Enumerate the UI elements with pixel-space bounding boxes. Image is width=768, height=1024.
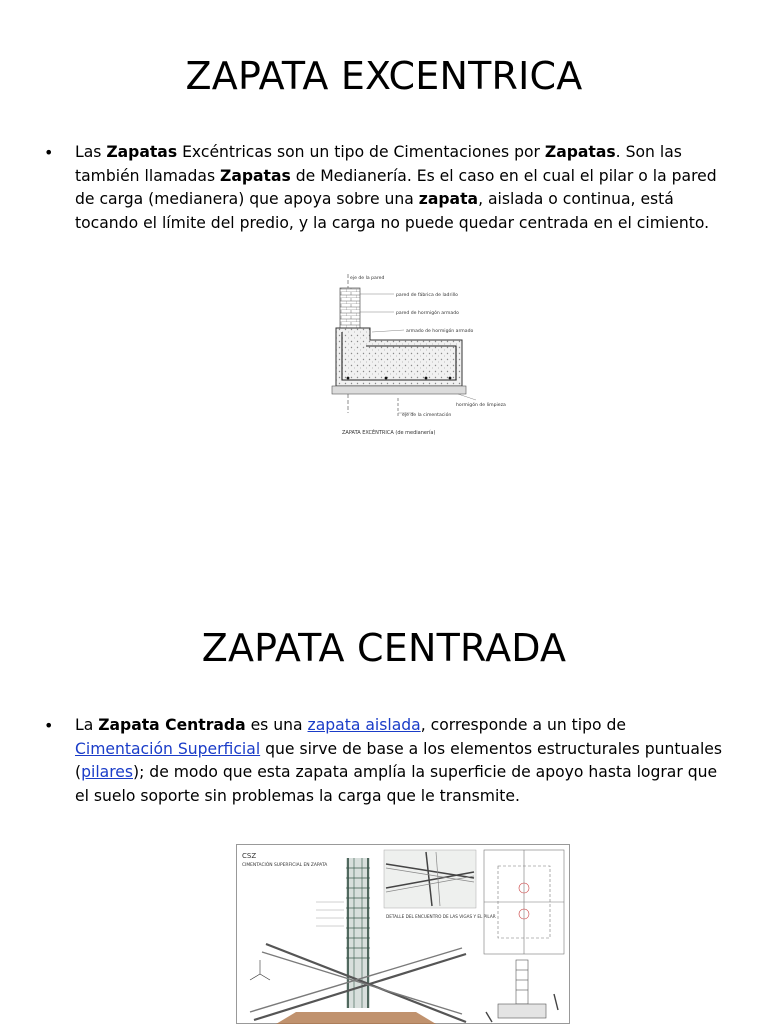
text-run: que sirve de base a los elementos estructurales puntuales ( <box>75 739 722 781</box>
rebar-dot <box>347 377 350 380</box>
bullet-centrada <box>44 714 724 808</box>
bold-run: Zapatas <box>106 143 178 161</box>
label-eje-pared: eje de la pared <box>350 276 385 281</box>
text-run: , corresponde a un tipo de <box>420 716 627 734</box>
section-title-excentrica: ZAPATA EXCENTRICA <box>185 54 583 98</box>
bullet-excentrica <box>44 141 724 235</box>
bullet-text <box>75 714 724 808</box>
bullet-dot: • <box>44 716 54 735</box>
bold-run: zapata <box>418 190 479 208</box>
text-run: ); de modo que esta zapata amplía la superficie de apoyo hasta lograr que el suelo soporte sin problemas la carga que le transmite. <box>75 763 718 805</box>
lean-concrete-layer <box>332 386 466 394</box>
label-eje-cimentacion: eje de la cimentación <box>402 413 452 418</box>
bullet-dot: • <box>44 143 54 162</box>
label-armado: armado de hormigón armado <box>406 329 474 334</box>
drawing-subtitle: CIMENTACIÓN SUPERFICIAL EN ZAPATA <box>242 863 328 868</box>
text-run: de Medianería. Es el caso en el cual el pilar o la pared de carga (medianera) que apoya sobre una <box>75 166 717 208</box>
link-zapata-aislada[interactable]: zapata aislada <box>307 716 421 734</box>
bold-run: Zapatas <box>220 166 291 185</box>
drawing-code: CSZ <box>242 852 257 860</box>
label-pared-ladrillo: pared de fábrica de ladrillo <box>396 293 458 298</box>
link-cimentacion-superficial[interactable]: Cimentación Superficial <box>75 739 261 758</box>
footing-base <box>276 1012 436 1024</box>
zapata-excentrica-diagram <box>326 268 516 444</box>
text-run: Excéntricas son un tipo de Cimentaciones por <box>177 143 545 161</box>
link-pilares[interactable]: pilares <box>81 763 133 781</box>
figure-caption-excentrica: ZAPATA EXCÉNTRICA (de medianería) <box>342 430 436 436</box>
rebar-dot <box>449 377 452 380</box>
footing-section <box>336 328 462 386</box>
brick-wall <box>340 288 360 328</box>
label-limpieza: hormigón de limpieza <box>456 403 506 408</box>
rebar-dot <box>425 377 428 380</box>
detail-beam-pillar <box>384 850 476 908</box>
zapata-centrada-drawing <box>236 844 570 1024</box>
bullet-text <box>75 141 724 235</box>
rebar-dot <box>385 377 388 380</box>
text-run: , aislada o continua, está tocando el límite del predio, y la carga no puede quedar centrada en el cimiento. <box>75 190 710 232</box>
bold-run: Zapata Centrada <box>98 716 246 734</box>
text-run: Las <box>75 143 107 161</box>
section-title-centrada: ZAPATA CENTRADA <box>201 626 567 670</box>
detail-caption: DETALLE DEL ENCUENTRO DE LAS VIGAS Y EL PILAR <box>386 914 496 919</box>
bold-run: Zapatas <box>544 143 616 161</box>
text-run: La <box>75 716 99 734</box>
text-run: es una <box>245 716 308 734</box>
label-pared-hormigon: pared de hormigón armado <box>396 311 459 316</box>
text-run: . Son las también llamadas <box>75 143 682 185</box>
